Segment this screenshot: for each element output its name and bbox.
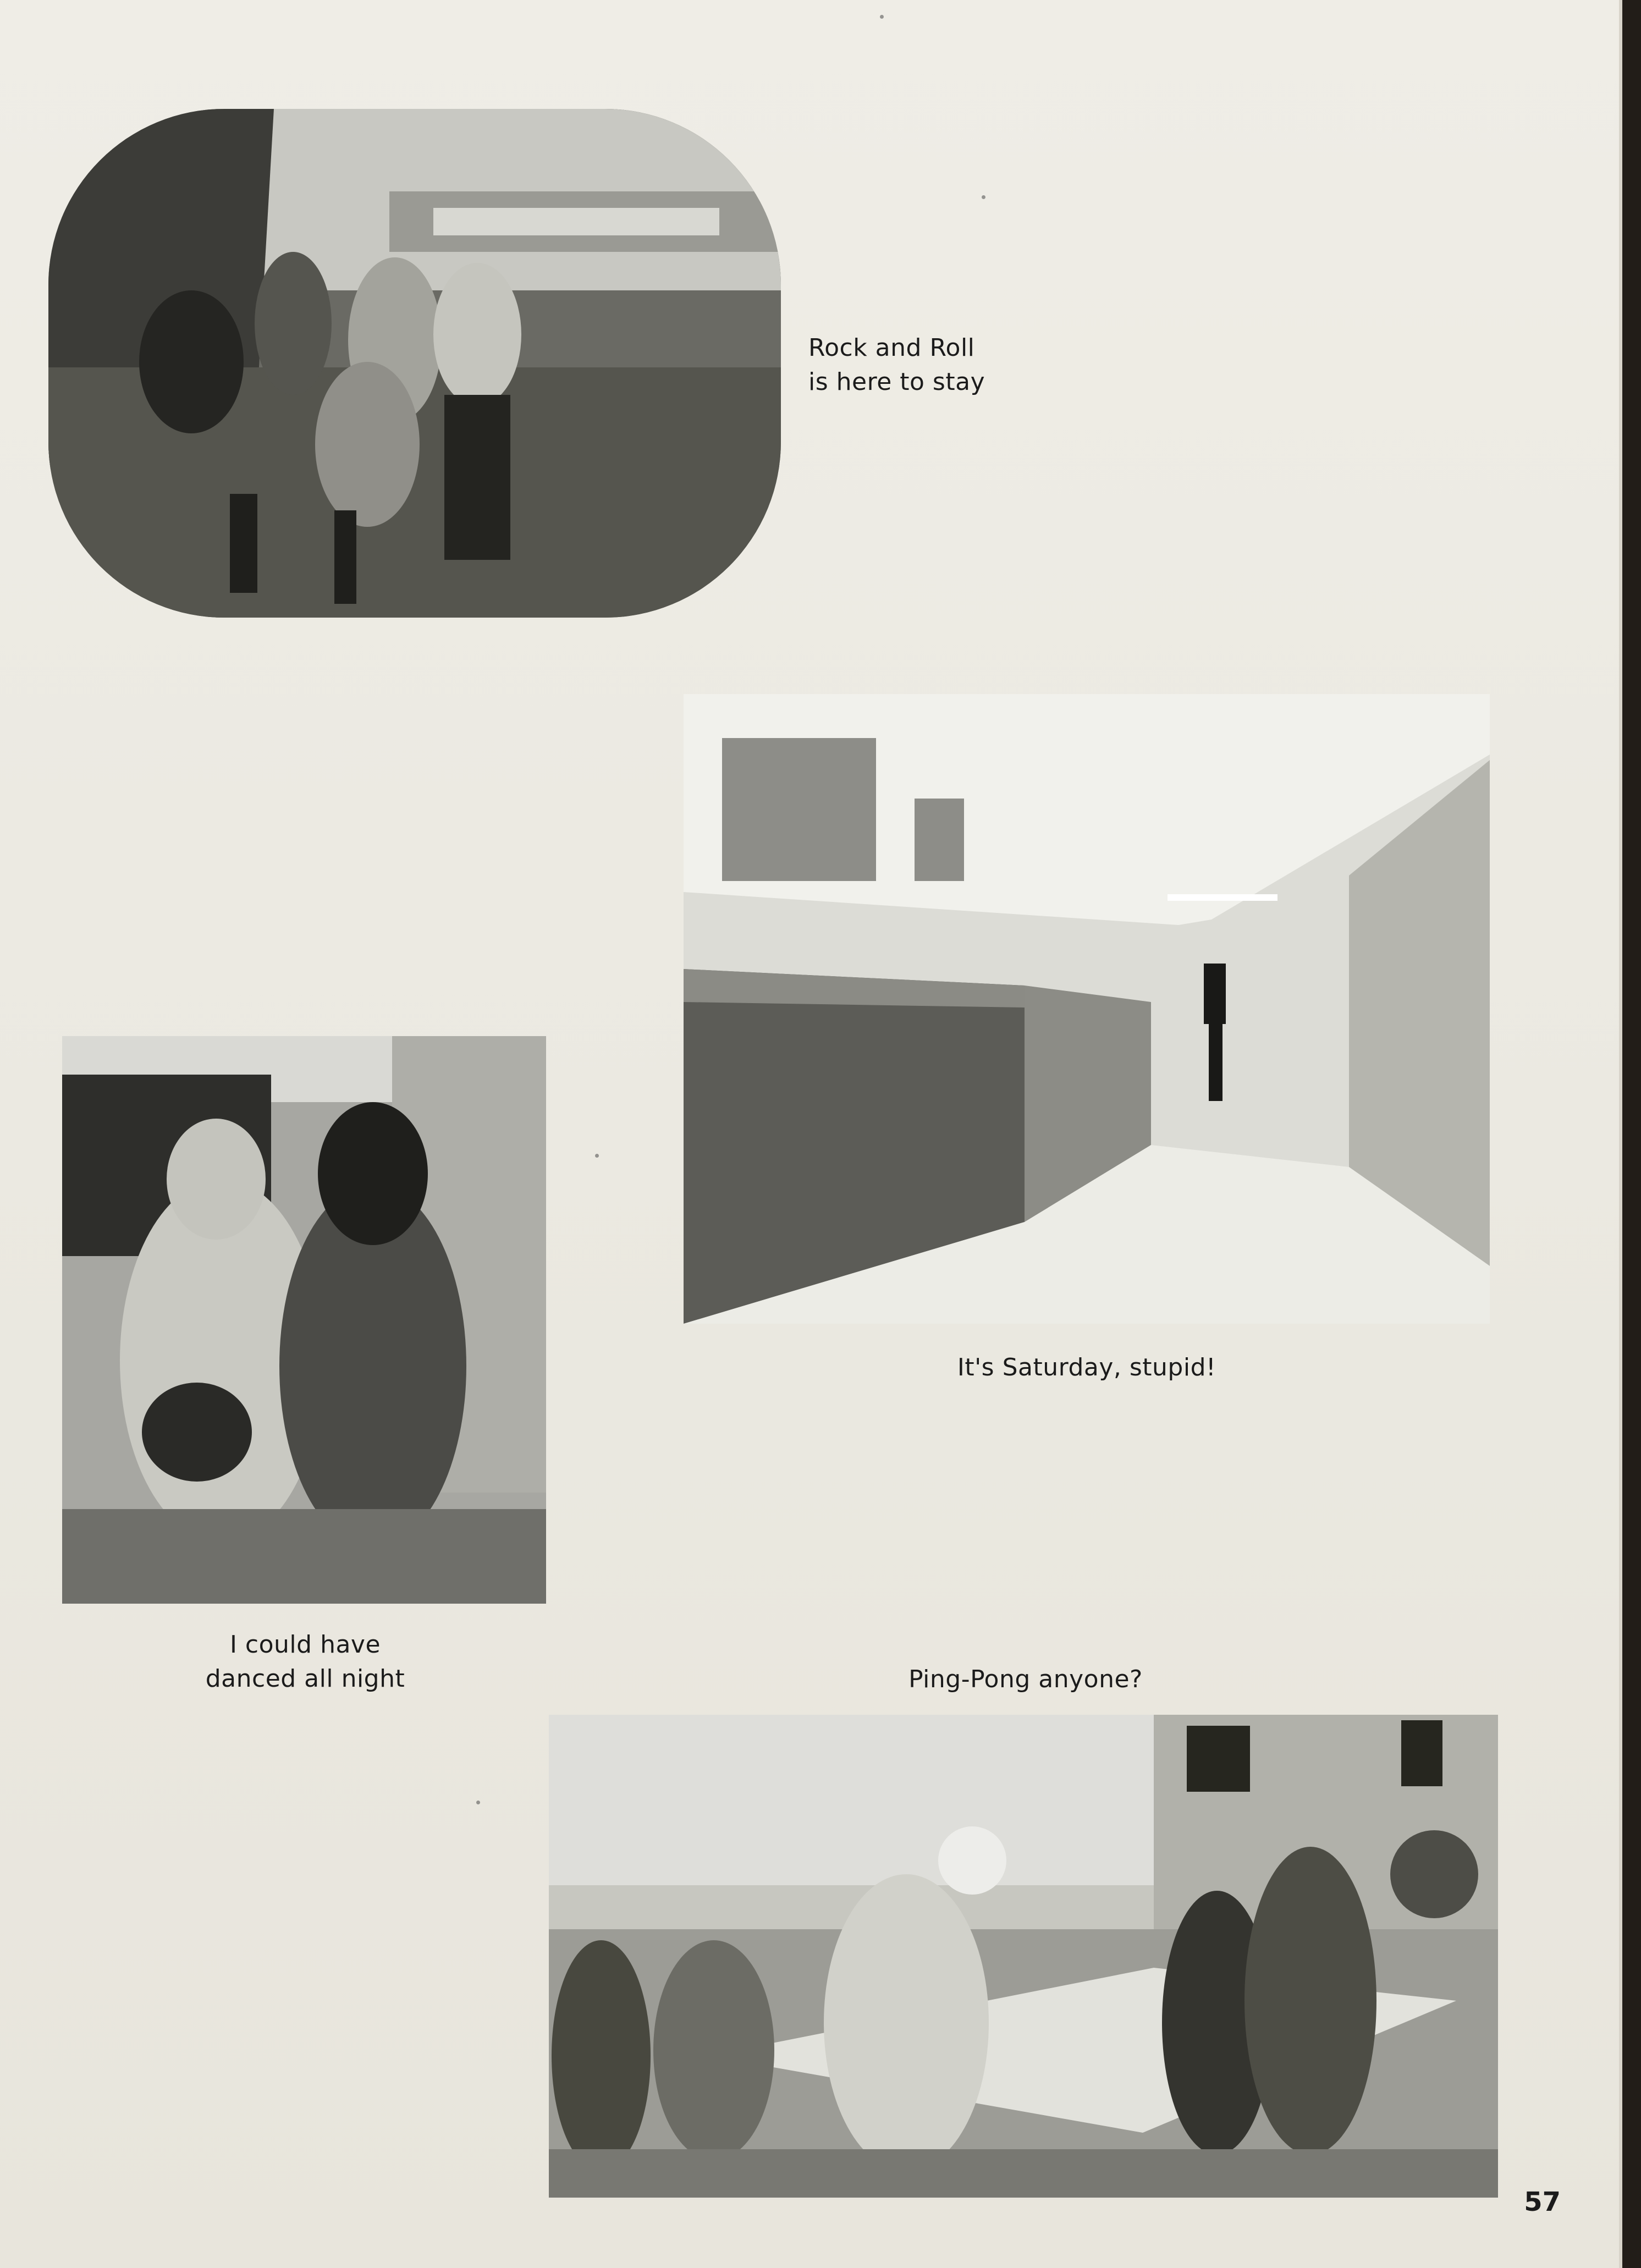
hallway-photo — [684, 694, 1490, 1324]
dust-speck — [595, 1154, 599, 1158]
page-number: 57 — [1524, 2187, 1561, 2217]
caption-saturday: It's Saturday, stupid! — [957, 1353, 1216, 1381]
dust-speck — [880, 15, 884, 19]
caption-ping-pong: Ping-Pong anyone? — [908, 1665, 1143, 1693]
caption-rock-and-roll: Rock and Roll is here to stay — [808, 334, 985, 396]
page-edge — [1622, 0, 1641, 2268]
ping-pong-photo — [549, 1715, 1498, 2198]
dust-speck — [982, 195, 985, 199]
dust-speck — [476, 1801, 480, 1804]
girls-sitting-photo — [62, 1036, 546, 1604]
caption-danced: I could have danced all night — [205, 1631, 405, 1693]
group-girls-photo — [48, 109, 781, 618]
